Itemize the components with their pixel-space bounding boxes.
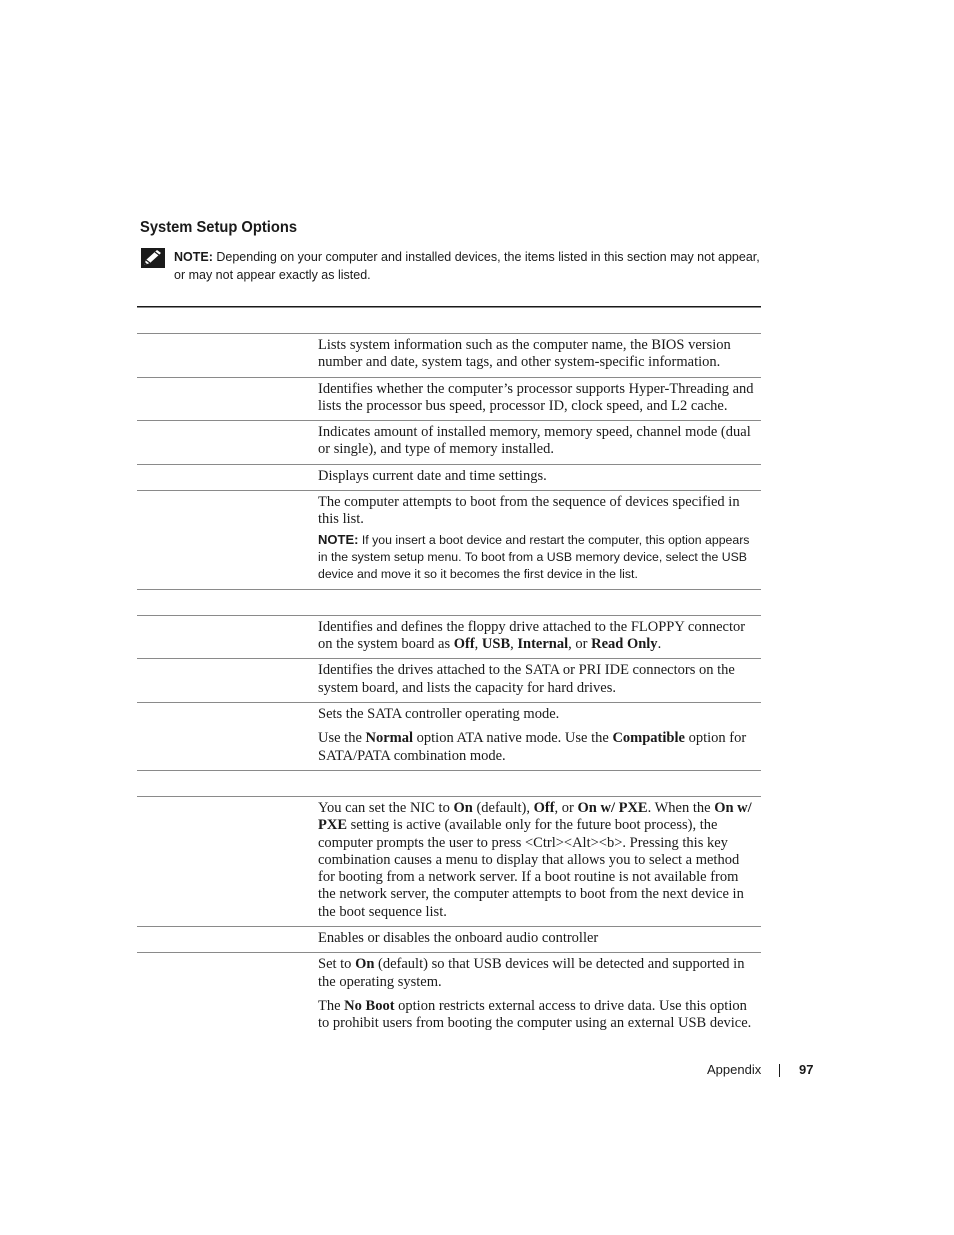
table-row-date-time [137, 464, 761, 490]
option-off: Off [533, 799, 555, 816]
row-description [318, 927, 761, 952]
row-description [318, 491, 761, 589]
option-read-only: Read Only [591, 636, 658, 653]
table-row-boot-sequence [137, 490, 761, 589]
row-description [318, 797, 761, 926]
option-on-w-pxe: On w/ PXE [318, 799, 752, 834]
row-text: Lists system information such as the computer name, the BIOS version number and date, system tags, and other system-specific information. [318, 337, 731, 371]
table-row-memory-info [137, 420, 761, 464]
row-description [318, 421, 761, 464]
option-no-boot: No Boot [344, 997, 395, 1014]
row-description [318, 334, 761, 377]
top-note-label: NOTE: [174, 250, 213, 264]
top-note [174, 249, 764, 284]
row-text: Displays current date and time settings. [318, 467, 547, 484]
table-spacer-row [137, 589, 761, 615]
table-row-system-info [137, 333, 761, 377]
row-text: The computer attempts to boot from the sequence of devices specified in this list. [318, 494, 740, 528]
table-row-audio [137, 926, 761, 952]
footer-separator [779, 1064, 780, 1077]
row-text: Set to On (default) so that USB devices will be detected and supported in the operating system. [318, 956, 745, 990]
note-text: If you insert a boot device and restart the computer, this option appears in the system setup menu. To boot from a USB memory device, select the USB device and move it so it becomes the first device in the list. [318, 532, 750, 582]
option-usb: USB [481, 636, 511, 653]
option-on: On [453, 799, 473, 816]
row-description [318, 378, 761, 421]
row-description [318, 703, 761, 770]
option-off: Off [453, 636, 475, 653]
note-pencil-icon [141, 248, 165, 268]
row-text-2: The No Boot option restricts external access to drive data. Use this option to prohibit users from booting the computer using an external USB device. [318, 997, 752, 1032]
row-text: Identifies and defines the floppy drive attached to the FLOPPY connector on the system board as Off, USB, Internal, or Read Only. [318, 618, 746, 653]
row-text-2: Use the Normal option ATA native mode. Use the Compatible option for SATA/PATA combination mode. [318, 730, 747, 764]
table-header-row [137, 307, 761, 333]
option-internal: Internal [517, 636, 569, 653]
row-description [318, 659, 761, 702]
row-text: Identifies the drives attached to the SATA or PRI IDE connectors on the system board, and lists the capacity for hard drives. [318, 662, 735, 696]
footer-section-name: Appendix [707, 1062, 762, 1077]
row-text: Enables or disables the onboard audio controller [318, 930, 599, 947]
footer-page-number: 97 [799, 1062, 814, 1077]
row-text: Identifies whether the computer’s processor supports Hyper-Threading and lists the processor bus speed, processor ID, clock speed, and L2 cache. [318, 380, 754, 414]
table-row-diskette-drive [137, 615, 761, 659]
row-text: You can set the NIC to On (default), Off, or On w/ PXE. When the On w/ PXE setting is active (available only for the future boot process), the computer prompts the user to press <Ctrl><Alt><b>. Pressing this key combination causes a menu to display that allows you to select a method for booting from a network server. If a boot routine is not available from the network server, the computer attempts to boot from the next device in the boot sequence list. [318, 799, 752, 920]
note-label: NOTE: [318, 531, 359, 547]
table-spacer-row [137, 770, 761, 796]
table-row-drives [137, 658, 761, 702]
row-description [318, 465, 761, 490]
table-row-processor-info [137, 377, 761, 421]
row-text: Indicates amount of installed memory, memory speed, channel mode (dual or single), and type of memory installed. [318, 424, 751, 458]
table-row-sata-mode [137, 702, 761, 770]
boot-sequence-note [318, 531, 757, 584]
option-normal: Normal [365, 730, 414, 747]
top-note-text: Depending on your computer and installed devices, the items listed in this section may not appear, or may not appear exactly as listed. [174, 250, 760, 282]
option-compatible: Compatible [612, 730, 685, 747]
options-table [137, 306, 761, 1038]
row-description [318, 953, 761, 1037]
table-row-integrated-nic [137, 796, 761, 926]
row-text: Sets the SATA controller operating mode. [318, 706, 560, 723]
table-row-usb-controller [137, 952, 761, 1037]
section-title: System Setup Options [140, 219, 298, 236]
row-description [318, 616, 761, 659]
option-on-w-pxe: On w/ PXE [577, 799, 648, 816]
option-on: On [355, 956, 375, 973]
